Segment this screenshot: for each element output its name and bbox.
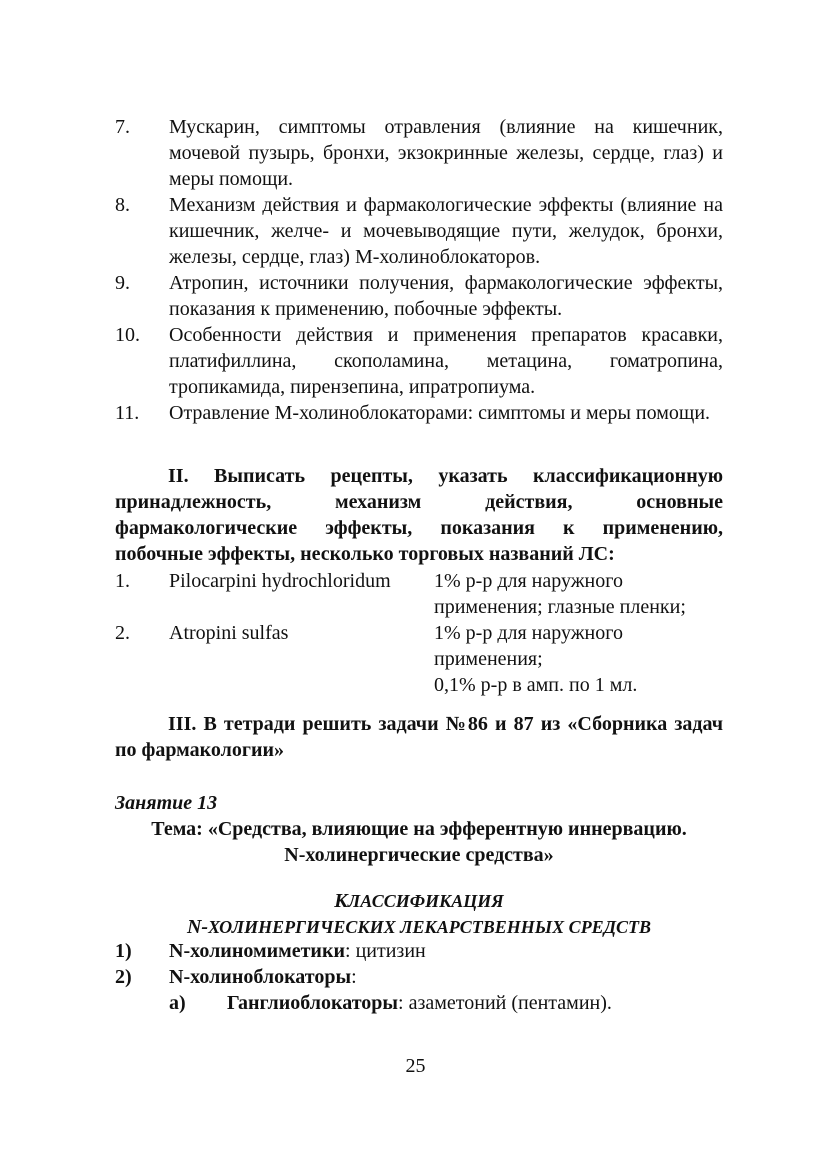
list-item (115, 400, 723, 426)
item-rest: : цитизин (345, 940, 426, 962)
item-text (169, 938, 426, 964)
list-item (115, 114, 723, 192)
item-text (227, 990, 612, 1016)
dosage-form-line: 1% р-р для наружного (434, 570, 623, 592)
item-term: N-холиномиметики (169, 940, 346, 962)
heading-initial: N- (186, 916, 209, 938)
item-number: 9. (115, 272, 130, 294)
prescription-list (115, 568, 723, 698)
dosage-form-line: применения; (434, 648, 543, 670)
classification-heading (115, 888, 723, 940)
item-number: 2. (115, 622, 130, 644)
dosage-form-line: 1% р-р для наружного (434, 622, 623, 644)
item-text (169, 964, 357, 990)
dosage-form-line: 0,1% р-р в амп. по 1 мл. (434, 674, 638, 696)
prescription-row (115, 568, 723, 620)
item-number: 1. (115, 570, 130, 592)
item-term: Ганглиоблокаторы (227, 992, 399, 1014)
item-number: 10. (115, 324, 140, 346)
list-item (115, 270, 723, 322)
item-text: Особенности действия и применения препаратов красавки, платифиллина, скополамина, метацина, гоматропина, тропикамида, пирензепина, ипратропиума. (169, 324, 723, 398)
prescription-row (115, 620, 723, 698)
topic-line: N-холинергические средства» (284, 844, 554, 866)
item-number: 7. (115, 116, 130, 138)
section-heading: III. В тетради решить задачи №86 и 87 из «Сборника задач по фармакологии» (115, 713, 723, 761)
list-item (115, 938, 723, 964)
question-list (115, 114, 723, 426)
item-number: 2) (115, 966, 132, 988)
page-number: 25 (405, 1055, 426, 1077)
item-number: 11. (115, 402, 140, 424)
topic-line: Тема: «Средства, влияющие на эфферентную иннервацию. (151, 818, 687, 840)
section-heading: II. Выписать рецепты, указать классификационную принадлежность, механизм действия, основные фармакологические эффекты, показания к применению, побочные эффекты, несколько торговых названий ЛС: (115, 465, 723, 565)
list-item (115, 322, 723, 400)
list-item (115, 964, 723, 990)
heading-initial: К (334, 890, 348, 912)
item-text: Атропин, источники получения, фармакологические эффекты, показания к применению, побочные эффекты. (169, 272, 723, 320)
lesson-label: Занятие 13 (115, 792, 218, 814)
dosage-form (434, 568, 723, 620)
classification-heading-line (115, 888, 723, 914)
item-text: Отравление М-холиноблокаторами: симптомы и меры помощи. (169, 402, 711, 424)
drug-name: Atropini sulfas (169, 622, 289, 644)
list-item (115, 192, 723, 270)
classification-heading-line (115, 914, 723, 940)
heading-rest: ХОЛИНЕРГИЧЕСКИХ ЛЕКАРСТВЕННЫХ СРЕДСТВ (208, 917, 651, 937)
drug-name: Pilocarpini hydrochloridum (169, 570, 391, 592)
dosage-form-line: применения; глазные пленки; (434, 596, 686, 618)
item-text: Механизм действия и фармакологические эффекты (влияние на кишечник, желче- и мочевыводящие пути, желудок, бронхи, железы, сердце, глаз) М-холиноблокаторов. (169, 194, 723, 268)
item-number: 1) (115, 940, 132, 962)
item-rest: : азаметоний (пентамин). (398, 992, 612, 1014)
indent-spacer (115, 990, 169, 1016)
lesson-topic (110, 816, 728, 868)
item-rest: : (351, 966, 357, 988)
item-text: Мускарин, симптомы отравления (влияние на кишечник, мочевой пузырь, бронхи, экзокринные железы, сердце, глаз) и меры помощи. (169, 116, 723, 190)
list-subitem (115, 990, 723, 1016)
subitem-number: а) (169, 992, 186, 1014)
item-number: 8. (115, 194, 130, 216)
heading-rest: ЛАССИФИКАЦИЯ (347, 891, 504, 911)
classification-list (115, 938, 723, 1016)
dosage-form (434, 620, 723, 698)
item-term: N-холиноблокаторы (169, 966, 352, 988)
